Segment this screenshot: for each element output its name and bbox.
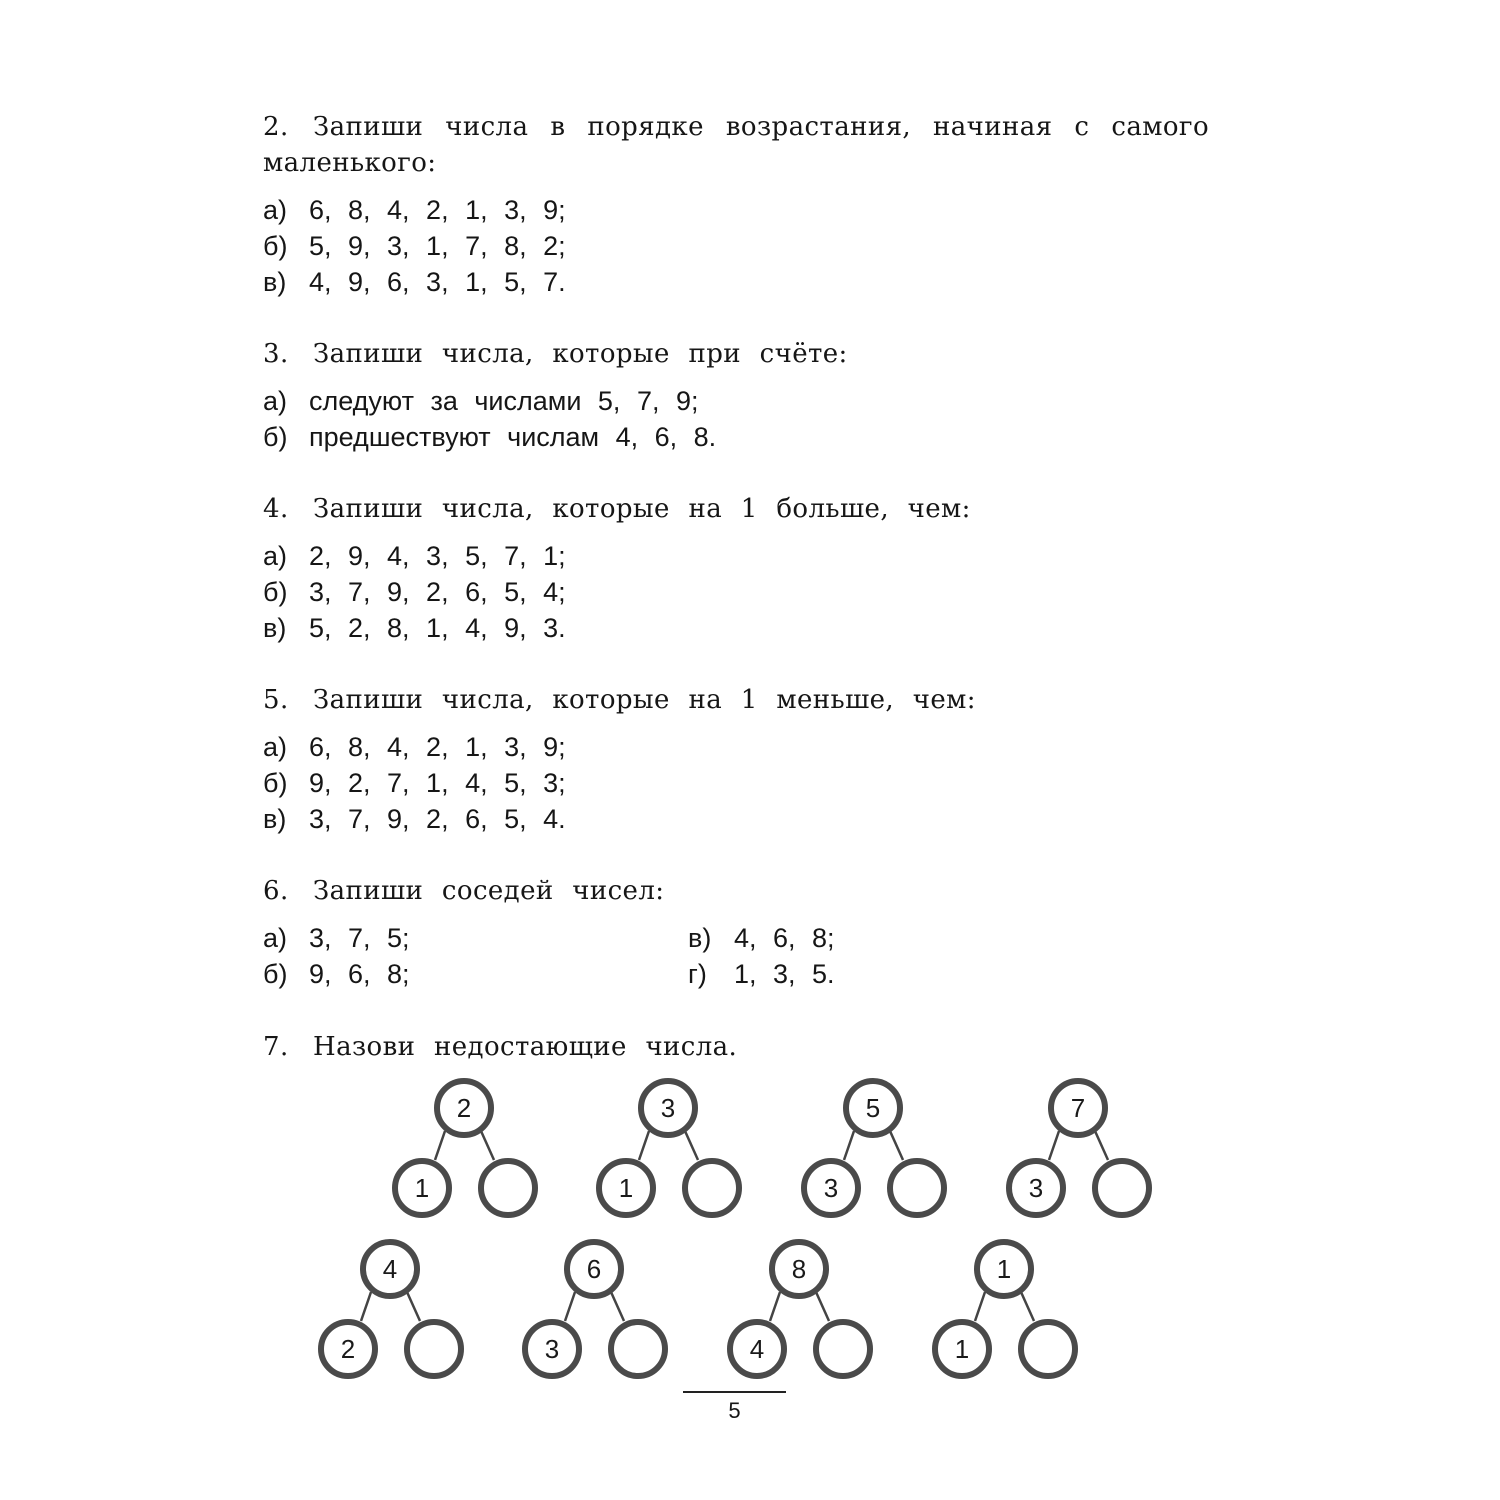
task-4-title: Запиши числа, которые на 1 больше, чем:	[313, 494, 971, 524]
item-text: 2, 9, 4, 3, 5, 7, 1;	[309, 541, 566, 571]
item-label: б)	[263, 959, 288, 989]
tree-branch-right	[1021, 1292, 1034, 1321]
item-text: следуют за числами 5, 7, 9;	[309, 386, 699, 416]
tree-top-value: 1	[996, 1254, 1012, 1284]
task-5-number: 5.	[263, 685, 289, 715]
task-7-title: Назови недостающие числа.	[313, 1032, 738, 1062]
tree-branch-left	[770, 1292, 780, 1321]
tree-branch-left	[361, 1292, 371, 1321]
tree-right-answer-circle[interactable]	[685, 1161, 739, 1215]
tree-top-value: 7	[1070, 1093, 1086, 1123]
number-tree	[935, 1242, 1075, 1376]
tree-branch-left	[975, 1292, 985, 1321]
tree-right-answer-circle[interactable]	[1021, 1322, 1075, 1376]
tree-branch-left	[1049, 1131, 1059, 1160]
tree-branch-right	[816, 1292, 829, 1321]
task-6-number: 6.	[263, 876, 289, 906]
item-label: б)	[263, 768, 288, 798]
task-6-title: Запиши соседей чисел:	[313, 876, 665, 906]
number-tree	[1009, 1081, 1149, 1215]
item-label: б)	[263, 422, 288, 452]
page-number-rule	[683, 1391, 786, 1393]
item-text: 4, 6, 8;	[734, 923, 835, 953]
tree-right-answer-circle[interactable]	[890, 1161, 944, 1215]
task-4-number: 4.	[263, 494, 289, 524]
item-text: 4, 9, 6, 3, 1, 5, 7.	[309, 267, 566, 297]
item-label: б)	[263, 577, 288, 607]
item-text: 1, 3, 5.	[734, 959, 835, 989]
tree-top-value: 2	[456, 1093, 472, 1123]
tree-top-value: 8	[791, 1254, 807, 1284]
task-3-title: Запиши числа, которые при счёте:	[313, 339, 848, 369]
item-label: а)	[263, 195, 288, 225]
item-text: 5, 2, 8, 1, 4, 9, 3.	[309, 613, 566, 643]
tree-branch-left	[639, 1131, 649, 1160]
tree-branch-right	[611, 1292, 624, 1321]
item-label: б)	[263, 231, 288, 261]
item-label: а)	[263, 732, 288, 762]
task-5-title: Запиши числа, которые на 1 меньше, чем:	[313, 685, 976, 715]
tree-right-answer-circle[interactable]	[816, 1322, 870, 1376]
tree-right-answer-circle[interactable]	[1095, 1161, 1149, 1215]
item-text: 3, 7, 9, 2, 6, 5, 4;	[309, 577, 566, 607]
tree-branch-right	[1095, 1131, 1108, 1160]
item-label: а)	[263, 541, 288, 571]
tree-left-value: 1	[618, 1173, 634, 1203]
task-7-number: 7.	[263, 1032, 289, 1062]
tree-top-value: 6	[586, 1254, 602, 1284]
tree-branch-right	[685, 1131, 698, 1160]
tree-top-value: 3	[660, 1093, 676, 1123]
tree-branch-right	[481, 1131, 494, 1160]
task-2-title: Запиши числа в порядке возрастания, начиная с самого маленького:	[263, 112, 1209, 178]
tree-left-value: 1	[414, 1173, 430, 1203]
item-text: 3, 7, 9, 2, 6, 5, 4.	[309, 804, 566, 834]
tree-branch-left	[565, 1292, 575, 1321]
item-text: 3, 7, 5;	[309, 923, 410, 953]
tree-left-value: 3	[823, 1173, 839, 1203]
number-tree	[525, 1242, 665, 1376]
tree-right-answer-circle[interactable]	[481, 1161, 535, 1215]
tree-left-value: 4	[749, 1334, 765, 1364]
tree-left-value: 3	[1028, 1173, 1044, 1203]
tree-branch-left	[435, 1131, 445, 1160]
item-text: 9, 6, 8;	[309, 959, 410, 989]
item-label: в)	[688, 923, 712, 953]
item-label: а)	[263, 386, 288, 416]
number-tree	[321, 1242, 461, 1376]
item-text: 6, 8, 4, 2, 1, 3, 9;	[309, 732, 566, 762]
item-text: 5, 9, 3, 1, 7, 8, 2;	[309, 231, 566, 261]
tree-right-answer-circle[interactable]	[611, 1322, 665, 1376]
tree-top-value: 4	[382, 1254, 398, 1284]
item-label: в)	[263, 267, 287, 297]
number-tree	[395, 1081, 535, 1215]
tree-branch-right	[890, 1131, 903, 1160]
task-3-number: 3.	[263, 339, 289, 369]
item-label: в)	[263, 804, 287, 834]
item-label: в)	[263, 613, 287, 643]
page-number: 5	[728, 1398, 741, 1423]
tree-left-value: 2	[340, 1334, 356, 1364]
item-label: г)	[688, 959, 707, 989]
number-tree	[599, 1081, 739, 1215]
item-text: предшествуют числам 4, 6, 8.	[309, 422, 717, 452]
number-tree	[804, 1081, 944, 1215]
item-text: 6, 8, 4, 2, 1, 3, 9;	[309, 195, 566, 225]
number-tree	[730, 1242, 870, 1376]
tree-left-value: 1	[954, 1334, 970, 1364]
item-text: 9, 2, 7, 1, 4, 5, 3;	[309, 768, 566, 798]
tree-right-answer-circle[interactable]	[407, 1322, 461, 1376]
tree-left-value: 3	[544, 1334, 560, 1364]
tree-top-value: 5	[865, 1093, 881, 1123]
tree-branch-left	[844, 1131, 854, 1160]
item-label: а)	[263, 923, 288, 953]
tree-branch-right	[407, 1292, 420, 1321]
task-2-number: 2.	[263, 112, 289, 142]
